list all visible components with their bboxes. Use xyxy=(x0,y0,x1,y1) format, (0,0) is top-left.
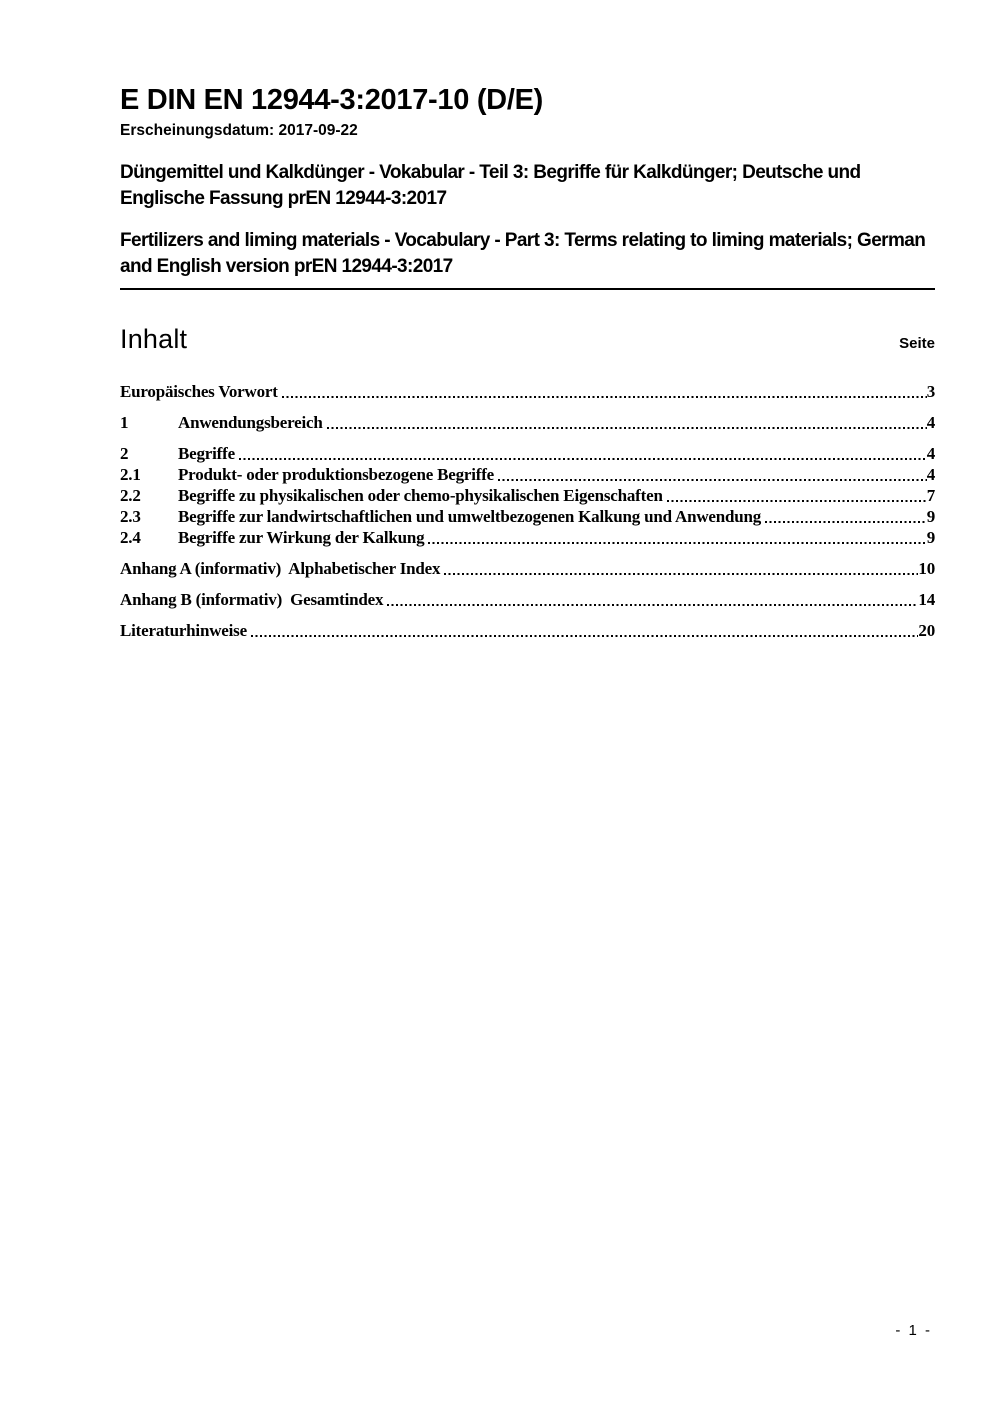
toc-page-column-label: Seite xyxy=(899,335,935,352)
toc-entry-label: Begriffe zur landwirtschaftlichen und umweltbezogenen Kalkung und Anwendung xyxy=(178,507,762,526)
toc-entry xyxy=(120,561,935,577)
toc-entry-label: Anwendungsbereich xyxy=(178,413,323,432)
toc-dotted-leader xyxy=(282,396,927,399)
toc-entry-page: 9 xyxy=(926,528,935,547)
page-number: - 1 - xyxy=(895,1322,932,1339)
toc-entry-label: Begriffe zur Wirkung der Kalkung xyxy=(178,528,425,547)
header-divider xyxy=(120,288,935,290)
title-german: Düngemittel und Kalkdünger - Vokabular - Teil 3: Begriffe für Kalkdünger; Deutsche und Englische Fassung prEN 12944-3:2017 xyxy=(120,162,861,209)
toc-entry-page: 4 xyxy=(926,413,935,432)
toc-entry-page: 20 xyxy=(918,621,935,640)
toc-entry-label: Anhang B (informativ) Gesamtindex xyxy=(120,590,384,609)
toc-dotted-leader xyxy=(765,521,927,524)
toc-dotted-leader xyxy=(667,500,927,503)
toc-entry-page: 7 xyxy=(926,486,935,505)
toc-heading: Inhalt xyxy=(120,324,188,354)
title-english: Fertilizers and liming materials - Vocabulary - Part 3: Terms relating to liming materials; German and English version prEN 12944-3:2017 xyxy=(120,230,926,277)
toc-dotted-leader xyxy=(498,479,927,482)
toc-entry xyxy=(120,446,935,462)
toc-dotted-leader xyxy=(239,458,927,461)
document-title: E DIN EN 12944-3:2017-10 (D/E) xyxy=(120,84,543,116)
toc-header-row xyxy=(120,324,935,354)
toc-entry-page: 10 xyxy=(918,559,935,578)
toc-dotted-leader xyxy=(251,635,918,638)
toc-entry-page: 3 xyxy=(926,382,935,401)
toc-entry-page: 9 xyxy=(926,507,935,526)
table-of-contents xyxy=(120,384,935,639)
toc-entry xyxy=(120,623,935,639)
toc-entry-page: 14 xyxy=(918,590,935,609)
toc-entry xyxy=(120,384,935,400)
toc-entry-number: 2 xyxy=(120,444,129,463)
toc-entry xyxy=(120,488,935,504)
toc-entry-page: 4 xyxy=(926,444,935,463)
toc-entry-number: 2.1 xyxy=(120,465,141,484)
toc-entry-number: 2.2 xyxy=(120,486,141,505)
document-content xyxy=(120,0,935,639)
toc-entry-label: Begriffe xyxy=(178,444,235,463)
toc-entry-number: 1 xyxy=(120,413,129,432)
toc-entry-label: Produkt- oder produktionsbezogene Begriffe xyxy=(178,465,495,484)
toc-dotted-leader xyxy=(327,427,927,430)
toc-entry-label: Europäisches Vorwort xyxy=(120,382,278,401)
toc-entry xyxy=(120,415,935,431)
toc-entry-page: 4 xyxy=(926,465,935,484)
toc-entry-label: Begriffe zu physikalischen oder chemo-physikalischen Eigenschaften xyxy=(178,486,663,505)
publication-date: Erscheinungsdatum: 2017-09-22 xyxy=(120,122,358,139)
toc-entry-number: 2.3 xyxy=(120,507,141,526)
toc-dotted-leader xyxy=(428,542,926,545)
toc-entry-label: Literaturhinweise xyxy=(120,621,247,640)
toc-entry xyxy=(120,467,935,483)
toc-dotted-leader xyxy=(387,604,918,607)
toc-entry xyxy=(120,509,935,525)
toc-entry xyxy=(120,530,935,546)
toc-dotted-leader xyxy=(444,573,918,576)
toc-entry-number: 2.4 xyxy=(120,528,141,547)
toc-entry-label: Anhang A (informativ) Alphabetischer Index xyxy=(120,559,441,578)
toc-entry xyxy=(120,592,935,608)
